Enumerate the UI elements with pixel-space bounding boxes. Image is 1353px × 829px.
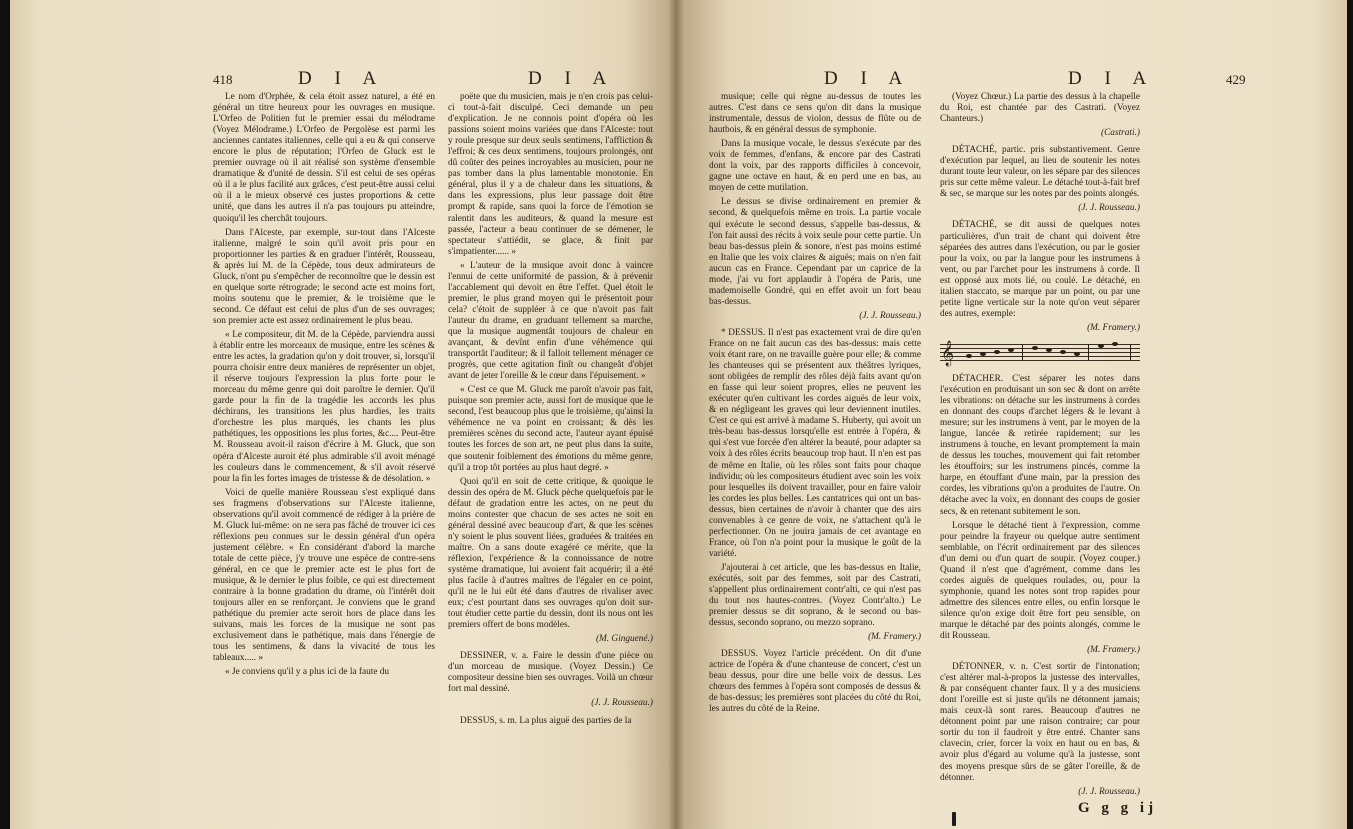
paragraph: Lorsque le détaché tient à l'expression, comme pour peindre la frayeur ou quelque autre sentiment semblable, on l'écrit ordinairement par des silences d'un demi ou d'un quart de soupir. (Voyez couper.) Quand il n'est que d'agrément, comme dans les cordes aiguës de quelques roulades, ou, pour la symphonie, quand les notes sont trop rapides pour admettre des silences entre elles, ou enfin lorsque le silence qu'on exige doit être fort peu sensible, on marque le détaché par des points alongés, comme le dit Rousseau. [940,520,1140,642]
music-example-staff [940,340,1140,366]
left-page-column-1 [213,92,435,681]
note-icon [980,352,986,356]
signature: (M. Ginguené.) [595,634,653,645]
book-gutter [668,0,684,829]
paragraph: DÉTACHÉ, partic. pris substantivement. Genre d'exécution par lequel, au lieu de soutenir les notes durant toute leur valeur, on les sépare par des silences pris sur cette même valeur. Le détaché tout-à-fait bref & sec, se marque sur les notes par des points alongés. [940,145,1140,200]
signature: (Castrati.) [1101,128,1140,139]
paragraph: J'ajouterai à cet article, que les bas-dessus en Italie, exécutés, soit par des femmes, soit par des Castrati, s'appellent plus ordinairement contr'alti, ce qui n'est pas du tout nos hautes-contres. (Voyez Contr'alto.) Le premier dessus se dit soprano, & le second ou bas-dessus, secondo soprano, ou mezzo soprano. [709,562,921,629]
note-icon [1032,346,1038,350]
running-head-left-2: D I A [528,68,616,89]
signature: (J. J. Rousseau.) [1078,203,1140,214]
bar-line [1088,344,1089,360]
paragraph: DÉTONNER, v. n. C'est sortir de l'intonation; c'est altérer mal-à-propos la justesse des intervalles, & par conséquent chanter faux. Il y a des musiciens dont l'oreille est si juste qu'ils ne détonnent jamais; mais ceux-là sont rares. Beaucoup d'autres ne détonnent point par une raison contraire; car pour sortir du ton il faudroit y être entré. Chanter sans clavecin, crier, forcer la voix en haut ou en bas, & avoir plus d'égard au volume qu'à la justesse, sont des moyens presque sûrs de se gâter l'oreille, & de détonner. [940,662,1140,783]
paragraph: Dans l'Alceste, par exemple, sur-tout dans l'Alceste italienne, malgré le soin qu'il avoit pris pour en proportionner les parties & en graduer l'intérêt, Rousseau, & après lui M. de la Cépède, tous deux admirateurs de Gluck, n'ont pu s'empêcher de reconnoître que le dessin est en quelque sorte rétrograde; le second acte est moins fort, moins soutenu que le premier, & le troisième que le second. Ce défaut est celui de plus d'un de ses ouvrages; son premier acte est assez ordinairement le plus beau. [213,227,435,326]
bar-line [1022,344,1023,360]
page-number-right: 429 [1226,72,1246,87]
paragraph: musique; celle qui règne au-dessus de toutes les autres. C'est dans ce sens qu'on dit dans la musique instrumentale, dessus de violon, dessus de flûte ou de hautbois, & en général dessus de symphonie. [709,92,921,136]
paragraph: * DESSUS. Il n'est pas exactement vrai de dire qu'en France on ne fait aucun cas des bas-dessus: mais cette voix étant rare, on ne travaille guère pour elle; & comme les chanteuses qui se présentent aux théâtres lyriques, sont obligées de remplir des rôles déjà faits avant qu'on en fasse qui leur soient propres, elles ne peuvent les exécuter qu'en cultivant les cordes aiguës de leur voix, & en négligeant les graves qui leur deviennent inutiles. C'est ce qui est arrivé à madame S. Huberty, qui avoit un très-beau bas-dessus lorsqu'elle est entrée à l'opéra, & qui s'est vue forcée d'en altérer la beauté, pour adapter sa voix à des rôles écrits beaucoup trop haut. Il n'en est pas de même en Italie, où les rôles sont faits pour chaque individu; où les compositeurs étudient avec soin les voix pour lesquelles ils doivent travailler, pour en faire valoir les cordes les plus belles. Les cantatrices qui ont un bas-dessus, bien certaines de n'avoir à chanter que des airs convenables à ce genre de voix, ne s'attachent qu'à le perfectionner. On ne jouira jamais de cet avantage en France, où l'on n'a point pour la musique le goût de la variété. [709,327,921,559]
running-head-left-1: D I A [298,68,386,89]
note-icon [966,354,972,358]
right-page [676,0,1353,829]
paragraph: poëte que du musicien, mais je n'en crois pas celui-ci tout-à-fait disculpé. Ceci demande un peu d'explication. Je ne connois point d'opéra où les passions soient moins variées que dans l'Alceste: tout y roule presque sur deux seuls sentimens, l'affliction & l'effroi; & ces deux sentimens, toujours prolongés, ont dû coûter des peines incroyables au musicien, pour ne pas tomber dans la plus lamentable monotonie. En général, plus il y a de chaleur dans les situations, & dans les expressions, plus leur passage doit être prompt & rapide, sans quoi la force de l'émotion se ralentit dans les auditeurs, & quand la mesure est passée, l'acteur a beau continuer de se démener, le spectateur s'attiédit, se glace, & finit par s'impatienter...... » [448,92,653,257]
signature: (M. Framery.) [1087,645,1140,656]
paragraph: « L'auteur de la musique avoit donc à vaincre l'ennui de cette uniformité de passion, & à prévenir l'accablement qui devoit en être l'effet. Quel étoit le premier, le plus grand moyen qui le présentoit pour cela? c'étoit de suppléer à ce que n'avoit pas fait l'auteur du drame, en graduant tellement sa marche, que la musique augmentât toujours de chaleur en avançant, & devînt enfin d'une véhémence qui transportât l'auditeur; & il falloit tellement ménager ce progrès, que cette agitation finît ou changeât d'objet avant de jeter l'oreille & le cœur dans l'épuisement. » [448,260,653,382]
staff-line [940,352,1140,353]
left-page-column-2 [448,92,653,730]
note-icon [1098,344,1104,348]
note-icon [1060,350,1066,354]
paragraph: DESSUS. Voyez l'article précédent. On dit d'une actrice de l'opéra & d'une chanteuse de concert, c'est un beau dessus, pour dire une belle voix de dessus. Les chœurs des femmes à l'opéra sont composés de dessus & de bas-dessus; les premières sont placées du côté du Roi, les autres du côté de la Reine. [709,649,921,715]
page-number-left: 418 [213,72,233,87]
staff-line [940,344,1140,345]
signature-mark: G g g ij [1078,800,1158,816]
paragraph: DESSINER, v. a. Faire le dessin d'une pièce ou d'un morceau de musique. (Voyez Dessin.) Ce compositeur dessine bien ses ouvrages. Voilà un chœur fort mal dessiné. [448,651,653,695]
right-page-column-2 [940,92,1140,804]
paragraph: DÉTACHÉ, se dit aussi de quelques notes particulières, d'un trait de chant qui doivent être séparées des autres dans l'exécution, ou par le gosier pour la voix, ou par la langue pour les instrumens à vent, ou par l'archet pour les instrumens à corde. Il est opposé aux mots lié, ou coulé. Le détaché, en italien staccato, se marque par un point, ou par une petite ligne verticale sur la note qu'on veut séparer des autres, exemple: [940,220,1140,319]
paragraph: « Je conviens qu'il y a plus ici de la faute du [225,667,390,678]
paragraph: Quoi qu'il en soit de cette critique, & quoique le dessin des opéra de M. Gluck pèche quelquefois par le défaut de gradation entre les actes, on ne peut du moins contester que chacun de ses actes ne soit en général dessiné avec beaucoup d'art, & que les scènes n'y soient le plus souvent liées, graduées & traitées en maître. On a sans doute exagéré ce mérite, que la réflexion, l'expérience & la connoissance de notre système dramatique, lui avoient fait acquérir; il a été plus facile à d'autres maîtres de l'égaler en ce point, qu'il ne le lui eût été dans d'autres de rivaliser avec eux; c'est pourtant dans ses ouvrages qu'on doit sur-tout étudier cette partie du dessin, dont ils nous ont les premiers offert de bons modèles. [448,476,653,631]
note-icon [1046,348,1052,352]
note-icon [1112,342,1118,346]
paragraph: Dans la musique vocale, le dessus s'exécute par des voix de femmes, d'enfans, & encore par des Castrati dont la voix, par des rapports difficiles à concevoir, gagne une octave en haut, & en perd une en bas, au moyen de cette mutilation. [709,139,921,194]
note-icon [994,350,1000,354]
left-page [0,0,676,829]
scan-edge-left [0,0,10,829]
running-head-right-2: D I A [1068,68,1156,89]
paragraph: Voici de quelle manière Rousseau s'est expliqué dans ses fragmens d'observations sur l'Alceste italienne, observations qu'il avoit commencé de rédiger à la prière de M. Gluck lui-même: on ne sera pas fâché de trouver ici ces réflexions peu connues sur le dessin général d'un opéra justement célèbre. « En considérant d'abord la marche totale de cette pièce, j'y trouve une espèce de contre-sens général, en ce que le premier acte est le plus fort de musique, & le dernier le plus foible, ce qui est directement contraire à la bonne gradation du drame, où l'intérêt doit toujours aller en se renforçant. Je conviens que le grand pathétique du premier acte seroit hors de place dans les suivans, mais les forces de la musique ne sont pas exclusivement dans le pathétique, mais dans l'énergie de tous les sentimens, & dans la vivacité de tous les tableaux..... » [213,487,435,664]
running-head-right-1: D I A [824,68,912,89]
bookmark-ribbon-icon [952,812,956,826]
treble-clef-icon: 𝄞 [941,339,955,365]
staff-line [940,360,1140,361]
signature: (M. Framery.) [1087,322,1140,333]
paragraph: « Le compositeur, dit M. de la Cépède, parviendra aussi à établir entre les morceaux de musique, entre les scènes & entre les actes, la gradation qu'on y doit trouver, si, lorsqu'il pourra choisir entre deux manières de représenter un objet, il réserve toujours l'expression la plus forte pour le morceau du même genre qui doit paroître le dernier. Qu'il garde pour la fin de la tragédie les accords les plus déchirans, les transitions les plus hardies, les traits d'orchestre les plus marqués, les chants les plus pathétiques, les oppositions les plus fortes, &c.... Peut-être M. Rousseau avoit-il raison d'écrire à M. Gluck, que son opéra d'Alceste auroit été plus admirable s'il avoit ménagé les couleurs dans le commencement, & s'il avoit réservé pour la fin les fortes images de tristesse & de désolation. » [213,329,435,484]
signature: (M. Framery.) [868,632,921,643]
staff-line [940,348,1140,349]
paragraph: Le nom d'Orphée, & cela étoit assez naturel, a été en général un titre heureux pour les ouvrages en musique. L'Orfeo de Politien fut le premier essai du mélodrame (Voyez Mélodrame.) L'Orfeo de Pergolèse est parmi les anciennes cantates italiennes, celle qui a eu & qui conserve encore le plus de réputation; l'Orfeo de Gluck est le premier ouvrage où il ait réalisé son système d'ensemble dramatique & d'unité de dessin. S'il est celui de ses opéras où il a le plus facilité aux grâces, c'est peut-être aussi celui où il a le mieux observé ces justes proportions & cette unité, que dans les autres il n'a pas toujours pu atteindre, quoiqu'il les cherchât toujours. [213,92,435,224]
signature: (J. J. Rousseau.) [1078,786,1140,797]
paragraph: « C'est ce que M. Gluck me paroît n'avoir pas fait, puisque son premier acte, aussi fort de musique que le second, l'est beaucoup plus que le troisième, qu'ainsi la véhémence ne va point en croissant; & dès les premières scènes du second acte, l'auteur ayant épuisé toutes les forces de son art, ne peut plus dans la suite, que soutenir foiblement des émotions du même genre, qu'il a trop tôt portées au plus haut degré. » [448,385,653,473]
scan-edge-right [1347,0,1353,829]
note-icon [1074,352,1080,356]
paragraph: Le dessus se divise ordinairement en premier & second, & quelquefois même en trois. La partie vocale qui exécute le second dessus, s'appelle bas-dessus, & l'on fait aussi des récits à voix seule pour cette partie. Un beau bas-dessus plein & sonore, n'est pas moins estimé en Italie que les voix claires & aiguës; mais on n'en fait aucun cas en France. Cependant par un caprice de la mode, j'ai vu fort applaudir à l'opéra de Paris, une mademoiselle Gondré, qui en effet avoit un fort beau bas-dessus. [709,197,921,307]
paragraph: DESSUS, s. m. La plus aiguë des parties de la [460,715,632,726]
bar-line [1130,344,1131,360]
paragraph: (Voyez Chœur.) La partie des dessus à la chapelle du Roi, est chantée par des Castrati. (Voyez Chanteurs.) [940,92,1140,125]
note-icon [1008,348,1014,352]
right-page-column-1 [709,92,921,719]
paragraph: DÉTACHER. C'est séparer les notes dans l'exécution en produisant un son sec & dont on arrête les vibrations: on détache sur les instrumens à cordes en donnant des coups d'archet légers & le levant à mesure; sur les instrumens à vent, par le moyen de la langue, lancée & retirée rapidement; sur les instrumens à touche, en levant promptement la main de dessus les touches, mouvement qui fait retomber les étouffoirs; sur les instrumens pincés, comme la harpe, en étouffant d'une main, par la pression des cordes, les vibrations qu'on a produites de l'autre. On détache avec la voix, en donnant des coups de gosier secs, & en retenant subitement le son. [940,373,1140,517]
signature: (J. J. Rousseau.) [591,698,653,709]
signature: (J. J. Rousseau.) [859,310,921,321]
